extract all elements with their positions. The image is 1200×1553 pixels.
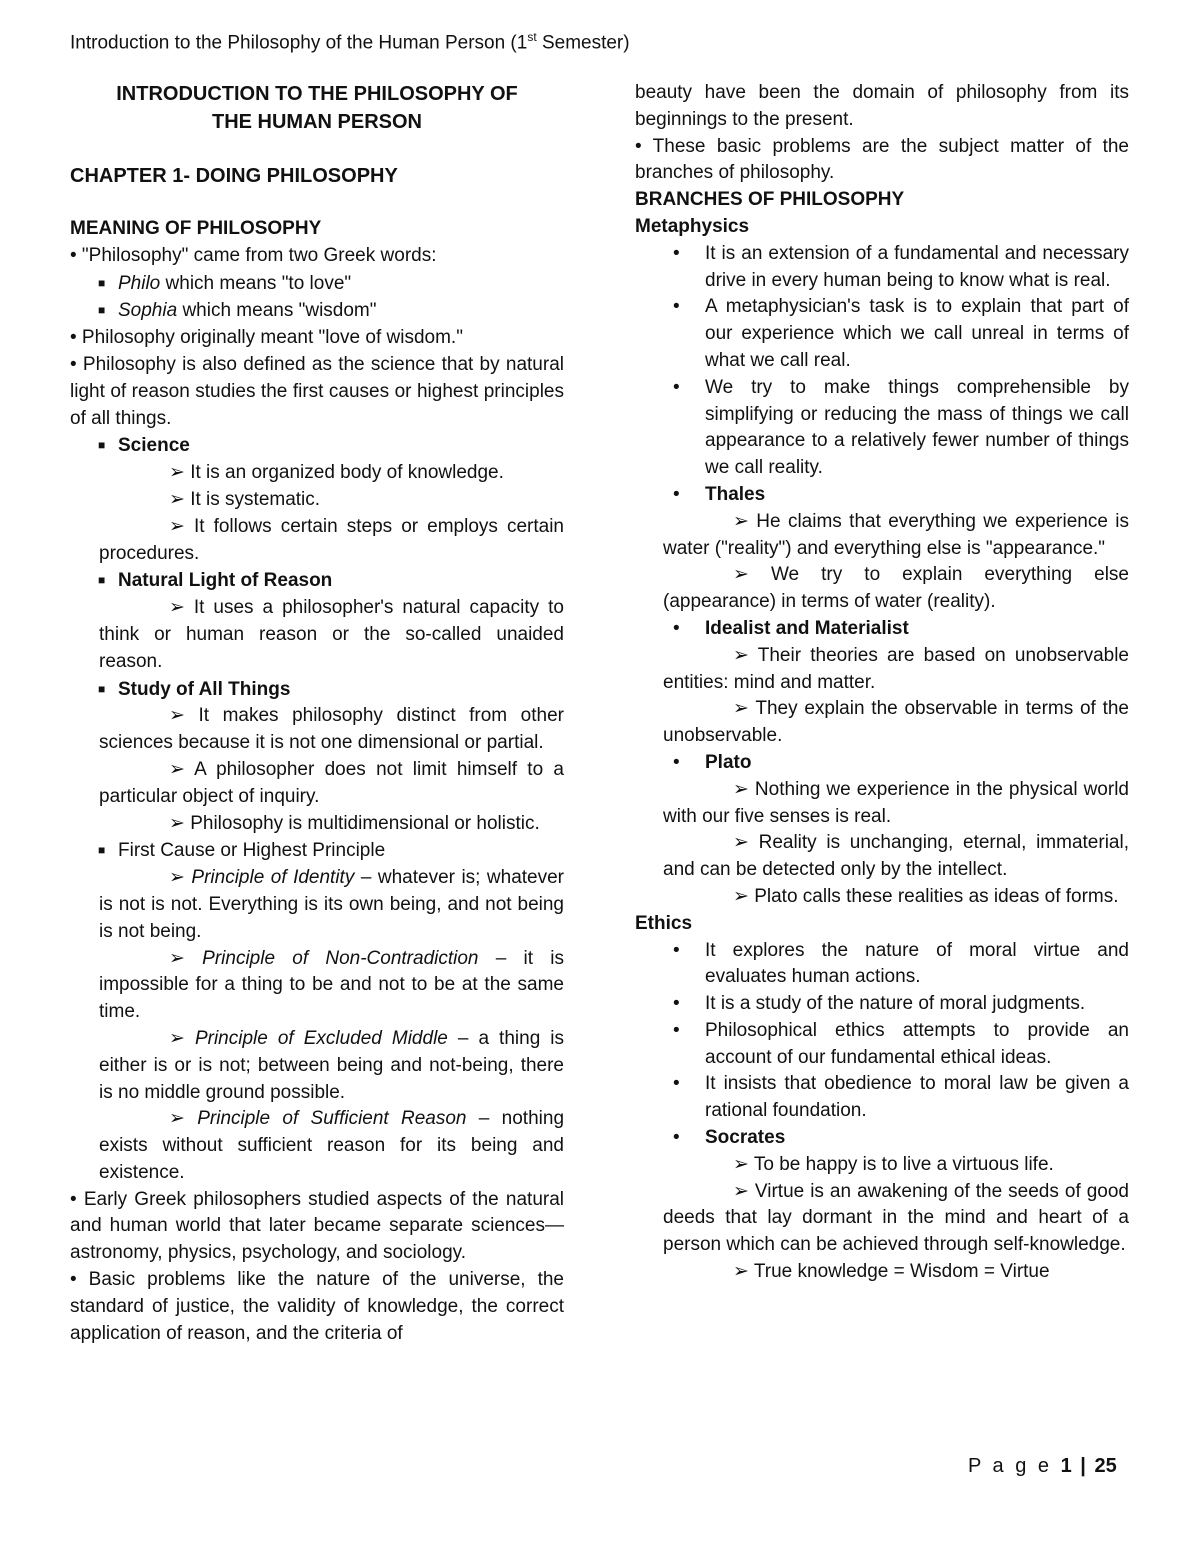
- sub-item: ➢ It is systematic.: [169, 488, 321, 510]
- sub-item: ➢ A philosopher does not limit himself to a particular object of inquiry.: [99, 758, 564, 807]
- paragraph: beauty have been the domain of philosophy from its beginnings to the present.: [635, 82, 1129, 130]
- principle-text: – nothing exists without sufficient reason for its being and existence.: [99, 1108, 565, 1183]
- paragraph: • These basic problems are the subject matter of the branches of philosophy.: [635, 135, 1129, 184]
- sub-item: ➢ It is an organized body of knowledge.: [169, 462, 504, 484]
- square-bullet-icon: ■: [98, 438, 106, 453]
- page-number: 1: [1060, 1455, 1072, 1477]
- label: Thales: [705, 483, 766, 505]
- principle-identity: [70, 865, 564, 945]
- bullet-text: A metaphysician's task is to explain that part of our experience which we call unreal in terms of what we call real.: [705, 296, 1129, 371]
- page-footer: [968, 1455, 1117, 1478]
- bullet-text: It is a study of the nature of moral judgments.: [705, 993, 1086, 1015]
- label: Plato: [705, 751, 752, 773]
- term-meaning: which means "wisdom": [177, 300, 377, 322]
- doc-title-line2: THE HUMAN PERSON: [211, 111, 422, 133]
- principle-excluded-middle: [70, 1026, 564, 1106]
- bullet-icon: •: [673, 617, 680, 639]
- term: Philo: [118, 272, 161, 294]
- doc-title-line1: INTRODUCTION TO THE PHILOSOPHY OF: [116, 83, 518, 105]
- bullet-heading-plato: [635, 750, 1129, 777]
- branch-heading-metaphysics: Metaphysics: [635, 215, 750, 237]
- page-label: P a g e: [968, 1455, 1053, 1477]
- bullet-heading-thales: [635, 482, 1129, 509]
- bullet-icon: •: [673, 939, 680, 961]
- bullet-text: It insists that obedience to moral law be given a rational foundation.: [705, 1073, 1129, 1122]
- principle-name: Principle of Non-Contradiction: [202, 947, 479, 969]
- bullet-icon: •: [673, 1073, 680, 1095]
- paragraph: • Philosophy originally meant "love of wisdom.": [70, 327, 463, 349]
- principle-text: – it is impossible for a thing to be and not to be at the same time.: [99, 947, 565, 1023]
- list-item-science: [70, 432, 564, 460]
- paragraph: • Basic problems like the nature of the universe, the standard of justice, the validity of knowledge, the correct application of reason, and the criteria of: [70, 1269, 564, 1344]
- bullet-icon: •: [673, 1127, 680, 1149]
- bullet-text: It explores the nature of moral virtue and evaluates human actions.: [705, 939, 1129, 988]
- term: Sophia: [118, 300, 178, 322]
- running-header: [70, 30, 630, 54]
- section-heading-meaning: MEANING OF PHILOSOPHY: [70, 218, 322, 239]
- sub-item: ➢ True knowledge = Wisdom = Virtue: [733, 1261, 1050, 1283]
- header-sup: st: [527, 30, 537, 44]
- bullet-icon: •: [673, 296, 680, 318]
- list-item-reason: [70, 567, 564, 595]
- bullet-icon: •: [673, 376, 680, 398]
- bullet-text: It is an extension of a fundamental and necessary drive in every human being to know what is real.: [705, 242, 1129, 291]
- sub-item: ➢ He claims that everything we experience is water ("reality") and everything else is "appearance.": [663, 510, 1129, 559]
- principle-text: – whatever is; whatever is not is not. Everything is its own being, and not being is not being.: [99, 867, 565, 942]
- sub-item: ➢ Their theories are based on unobservable entities: mind and matter.: [663, 644, 1129, 693]
- bullet-heading-idealist: [635, 616, 1129, 643]
- square-bullet-icon: ■: [98, 843, 106, 858]
- label: Study of All Things: [118, 678, 291, 700]
- label: Natural Light of Reason: [118, 570, 333, 592]
- principle-name: Principle of Excluded Middle: [194, 1027, 448, 1049]
- paragraph: • Philosophy is also defined as the science that by natural light of reason studies the first causes or highest principles of all things.: [70, 353, 564, 429]
- bullet-icon: •: [673, 483, 680, 505]
- sub-item: ➢ It uses a philosopher's natural capacity to think or human reason or the so-called unaided reason.: [99, 597, 564, 672]
- bullet-icon: •: [673, 751, 680, 773]
- sub-item: ➢ They explain the observable in terms of the unobservable.: [663, 698, 1129, 747]
- list-item-study: [70, 676, 564, 704]
- bullet-text: Philosophical ethics attempts to provide an account of our fundamental ethical ideas.: [705, 1019, 1129, 1068]
- label: Idealist and Materialist: [705, 617, 909, 639]
- label: Science: [118, 435, 190, 457]
- bullet-heading-socrates: [635, 1125, 1129, 1152]
- page-separator: |: [1080, 1455, 1086, 1477]
- arrow-icon: ➢: [169, 867, 185, 889]
- term-meaning: which means "to love": [160, 272, 352, 294]
- section-heading-branches: BRANCHES OF PHILOSOPHY: [635, 189, 905, 211]
- bullet-item: [635, 938, 1129, 992]
- list-item-philo: [70, 270, 564, 298]
- sub-item: ➢ To be happy is to live a virtuous life.: [733, 1153, 1054, 1175]
- bullet-text: We try to make things comprehensible by simplifying or reducing the mass of things we call appearance to a relatively fewer number of things we call reality.: [705, 376, 1129, 479]
- bullet-item: [635, 991, 1129, 1018]
- chapter-title: CHAPTER 1- DOING PHILOSOPHY: [70, 165, 398, 187]
- paragraph: • Early Greek philosophers studied aspects of the natural and human world that later became separate sciences—astronomy, physics, psychology, and sociology.: [70, 1188, 564, 1264]
- square-bullet-icon: ■: [98, 275, 106, 290]
- square-bullet-icon: ■: [98, 573, 106, 588]
- paragraph: • "Philosophy" came from two Greek words:: [70, 244, 437, 266]
- right-column: [635, 80, 1129, 1286]
- label: Socrates: [705, 1127, 786, 1149]
- bullet-item: [635, 1071, 1129, 1125]
- sub-item: ➢ Virtue is an awakening of the seeds of good deeds that lay dormant in the mind and heart of a person which can be achieved through self-knowledge.: [663, 1180, 1129, 1256]
- bullet-item: [635, 1018, 1129, 1072]
- principle-name: Principle of Sufficient Reason: [197, 1108, 467, 1130]
- sub-item: ➢ We try to explain everything else (appearance) in terms of water (reality).: [663, 564, 1129, 613]
- principle-text: – a thing is either is or is not; between being and not-being, there is no middle ground possible.: [99, 1027, 564, 1103]
- principle-non-contradiction: [70, 946, 564, 1026]
- arrow-icon: ➢: [169, 1108, 185, 1130]
- header-text: Introduction to the Philosophy of the Human Person (1: [70, 32, 528, 54]
- bullet-icon: •: [673, 1019, 680, 1041]
- sub-item: ➢ Philosophy is multidimensional or holistic.: [169, 812, 540, 834]
- label: First Cause or Highest Principle: [118, 840, 386, 862]
- sub-item: ➢ Plato calls these realities as ideas of forms.: [733, 885, 1119, 907]
- bullet-icon: •: [673, 242, 680, 264]
- left-column: [70, 80, 564, 1347]
- list-item-first-cause: [70, 837, 564, 865]
- bullet-item: [635, 241, 1129, 295]
- sub-item: ➢ It follows certain steps or employs certain procedures.: [99, 515, 564, 564]
- bullet-item: [635, 294, 1129, 374]
- header-text-end: Semester): [536, 32, 630, 54]
- arrow-icon: ➢: [169, 1027, 185, 1049]
- square-bullet-icon: ■: [98, 681, 106, 696]
- list-item-sophia: [70, 297, 564, 325]
- square-bullet-icon: ■: [98, 303, 106, 318]
- principle-name: Principle of Identity: [191, 867, 355, 889]
- page-total: 25: [1094, 1455, 1117, 1477]
- sub-item: ➢ Reality is unchanging, eternal, immaterial, and can be detected only by the intellect.: [663, 832, 1129, 881]
- arrow-icon: ➢: [169, 947, 185, 969]
- sub-item: ➢ It makes philosophy distinct from other sciences because it is not one dimensional or partial.: [99, 705, 564, 754]
- principle-sufficient-reason: [70, 1106, 564, 1186]
- sub-item: ➢ Nothing we experience in the physical world with our five senses is real.: [663, 778, 1129, 827]
- branch-heading-ethics: Ethics: [635, 912, 693, 934]
- bullet-item: [635, 375, 1129, 482]
- bullet-icon: •: [673, 993, 680, 1015]
